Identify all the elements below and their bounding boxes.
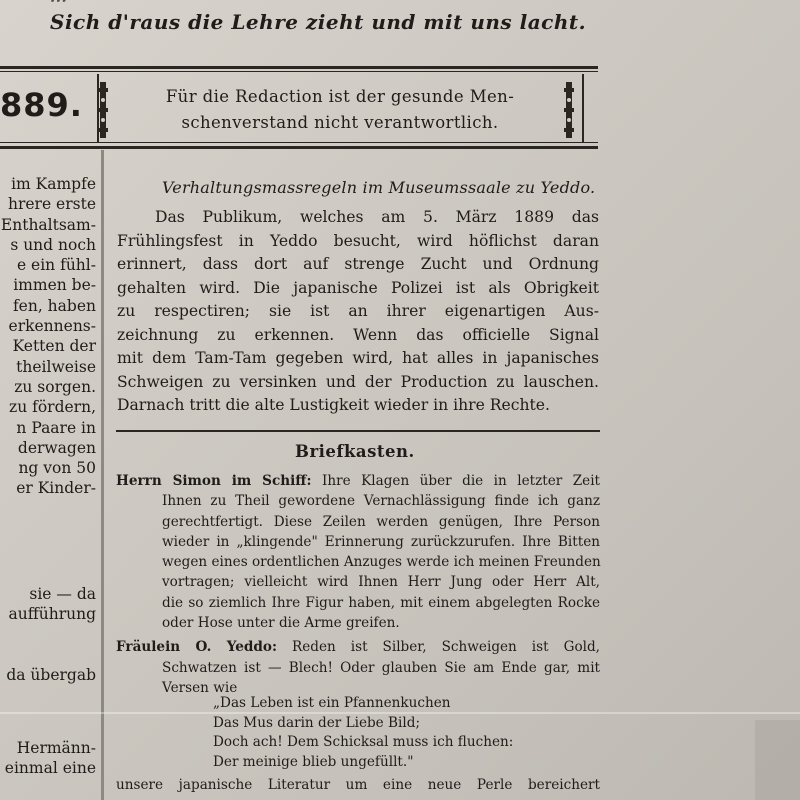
letters-section: [116, 471, 600, 698]
letter-first-line: [116, 637, 600, 657]
left-line: hrere erste: [7, 195, 96, 214]
poem-line: „Das Leben ist ein Pfannenkuchen: [213, 695, 451, 711]
article-line: Das Publikum, welches am 5. März 1889 das: [155, 208, 599, 226]
paper-crease: [755, 720, 800, 800]
left-line: immen be-: [13, 276, 96, 295]
article-line: mit dem Tam-Tam gegeben wird, hat alles in japanisches: [117, 349, 599, 367]
letter-line: wieder in „klingende" Erinnerung zurückzurufen. Ihre Bitten: [162, 533, 600, 550]
letter-line: gerechtfertigt. Diese Zeilen werden genügen, Ihre Person: [162, 513, 600, 530]
letter-line: Versen wie: [162, 679, 238, 696]
left-line: fen, haben: [12, 296, 96, 315]
verse-line: Sich d'raus die Lehre zieht und mit uns lacht.: [50, 10, 587, 34]
masthead-rule-bottom-thin: [0, 142, 598, 143]
ornament-right-icon: [563, 80, 575, 140]
issue-year: 889.: [0, 86, 83, 124]
article-line: gehalten wird. Die japanische Polizei ist als Obrigkeit: [117, 278, 599, 297]
left-line: s und noch: [10, 235, 96, 254]
article-title: Verhaltungsmassregeln im Museumssaale zu Yeddo.: [162, 178, 596, 197]
article-line: Frühlingsfest in Yeddo besucht, wird höflichst daran: [117, 231, 599, 250]
letter-addressee: Herrn Simon im Schiff:: [116, 473, 312, 489]
left-line: ng von 50: [18, 459, 96, 478]
letter-line: vortragen; vielleicht wird Ihnen Herr Jung oder Herr Alt,: [162, 574, 600, 591]
article-line: zu respectiren; sie ist an ihrer eigenartigen Aus-: [117, 302, 599, 320]
left-lower-line: aufführung: [8, 605, 96, 623]
article-line: erinnert, dass dort auf strenge Zucht und Ordnung: [117, 255, 599, 273]
briefkasten-title: Briefkasten.: [295, 442, 415, 461]
left-line: e ein fühl-: [16, 256, 96, 275]
letter-text: Reden ist Silber, Schweigen ist Gold,: [291, 639, 600, 656]
letter-addressee: Fräulein O. Yeddo:: [116, 639, 277, 656]
letter-closing-line: unsere japanische Literatur um eine neue Perle bereichert: [116, 777, 600, 793]
left-line: derwagen: [17, 438, 96, 457]
left-lower-line: da übergab: [6, 666, 96, 684]
section-rule: [116, 430, 600, 432]
masthead-rule-top-thin: [0, 71, 598, 72]
poem-line: Der meinige blieb ungefüllt.": [213, 753, 414, 770]
letter-line: wegen eines ordentlichen Anzuges werde ich meinen Freunden: [162, 554, 601, 571]
disclaimer-line: schenverstand nicht verantwortlich.: [181, 113, 499, 132]
left-line: erkennens-: [8, 317, 96, 336]
left-line: zu fördern,: [9, 398, 96, 417]
letter-line: Schwatzen ist — Blech! Oder glauben Sie am Ende gar, mit: [162, 659, 600, 676]
disclaimer-line: Für die Redaction ist der gesunde Men-: [165, 87, 515, 106]
left-lower-line: einmal eine: [4, 759, 96, 777]
ornament-left-icon: [97, 80, 109, 140]
letter-text: Ihre Klagen über die in letzter Zeit: [321, 473, 601, 489]
left-line: er Kinder-: [16, 479, 96, 498]
masthead-verse: [50, 0, 587, 40]
article-line: Schweigen zu versinken und der Production zu lauschen.: [117, 372, 599, 391]
letter-line: die so ziemlich Ihre Figur haben, mit einem abgelegten Rocke: [162, 594, 600, 611]
column-divider: [101, 150, 104, 800]
poem-line: Doch ach! Dem Schicksal muss ich fluchen:: [213, 734, 514, 750]
left-lower-line: Hermänn-: [16, 739, 96, 757]
letter-line: oder Hose unter die Arme greifen.: [162, 615, 400, 632]
article-body: [117, 206, 599, 418]
verse-fragment: [50, 0, 67, 6]
left-line: Enthaltsam-: [0, 215, 96, 234]
left-line: Ketten der: [12, 337, 96, 356]
poem: [213, 694, 553, 772]
masthead-rule-bottom: [0, 146, 598, 149]
poem-line: Das Mus darin der Liebe Bild;: [213, 714, 421, 731]
letter-first-line: [116, 471, 600, 491]
letter-line: Ihnen zu Theil gewordene Vernachlässigung finde ich ganz: [162, 493, 600, 510]
left-line: theilweise: [16, 357, 96, 376]
article-line: Darnach tritt die alte Lustigkeit wieder in ihre Rechte.: [117, 396, 550, 414]
disclaimer-text: [120, 84, 560, 136]
left-column-text: [0, 174, 96, 499]
masthead-rule-top: [0, 66, 598, 69]
left-line: im Kampfe: [11, 175, 96, 193]
left-line: zu sorgen.: [14, 377, 96, 396]
left-lower-line: sie — da: [29, 585, 96, 603]
article-line: zeichnung zu erkennen. Wenn das officielle Signal: [117, 325, 599, 344]
left-line: n Paare in: [16, 418, 96, 437]
